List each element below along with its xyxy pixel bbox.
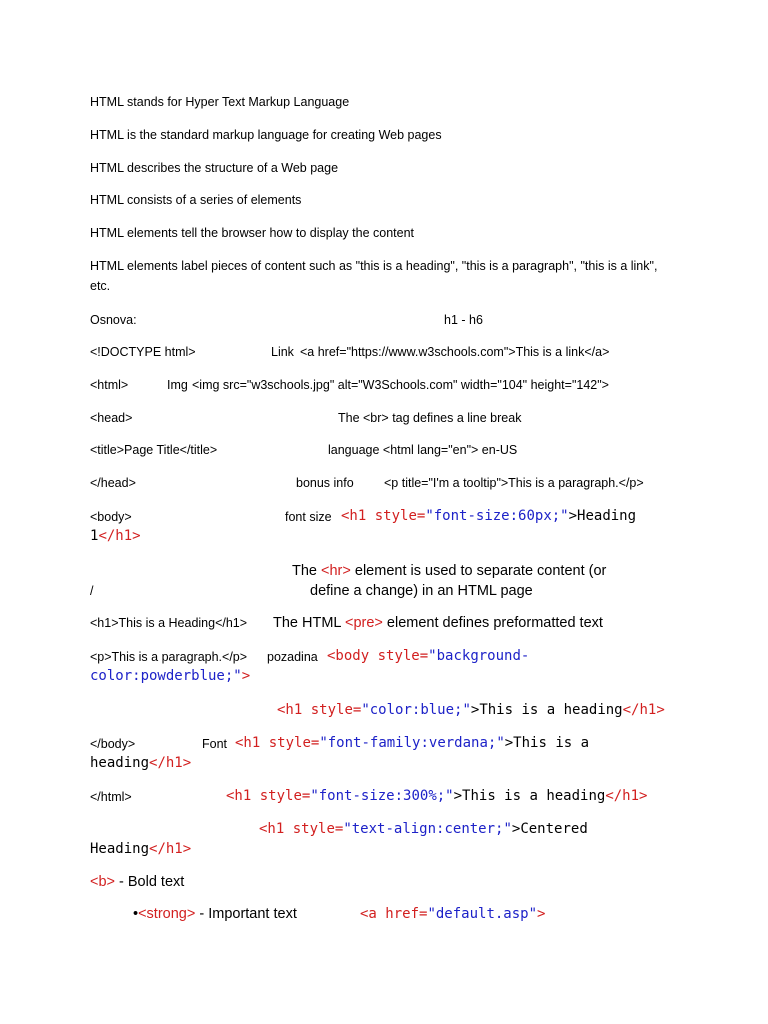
- intro-line: HTML is the standard markup language for creating Web pages: [90, 128, 442, 142]
- font-size-label: font size: [285, 510, 332, 524]
- hr-note: The <hr> element is used to separate content (or: [292, 563, 607, 579]
- intro-line: HTML consists of a series of elements: [90, 193, 302, 207]
- background-code-cont: color:powderblue;">: [90, 668, 251, 684]
- h1-line: <h1>This is a Heading</h1>: [90, 616, 248, 630]
- font-label: Font: [202, 737, 228, 751]
- hr-note-cont: define a change) in an HTML page: [310, 583, 533, 599]
- img-label: Img: [167, 378, 188, 392]
- html-close-line: </html>: [90, 790, 132, 804]
- lang-note: language <html lang="en"> en-US: [328, 443, 518, 457]
- h1-h6-label: h1 - h6: [444, 313, 483, 327]
- osnova-label: Osnova:: [90, 313, 137, 327]
- bonus-label: bonus info: [296, 476, 354, 490]
- intro-line: HTML elements label pieces of content such as "this is a heading", "this is a paragraph", "this is a link",: [90, 259, 658, 273]
- intro-line: HTML stands for Hyper Text Markup Language: [90, 95, 350, 109]
- slash-line: /: [90, 584, 94, 598]
- text-align-code-cont: Heading</h1>: [90, 841, 192, 857]
- color-code: <h1 style="color:blue;">This is a heading</h1>: [277, 702, 665, 718]
- title-line: <title>Page Title</title>: [90, 443, 218, 457]
- body-open-line: <body>: [90, 510, 132, 524]
- pozadina-label: pozadina: [267, 650, 318, 664]
- img-code: <img src="w3schools.jpg" alt="W3Schools.com" width="104" height="142">: [192, 378, 609, 392]
- head-open-line: <head>: [90, 411, 133, 425]
- font-family-code-cont: heading</h1>: [90, 755, 192, 771]
- link-label: Link: [271, 345, 294, 359]
- intro-line: HTML describes the structure of a Web page: [90, 161, 339, 175]
- pre-note: The HTML <pre> element defines preformatted text: [273, 615, 603, 631]
- font-percent-code: <h1 style="font-size:300%;">This is a heading</h1>: [226, 788, 648, 804]
- head-close-line: </head>: [90, 476, 136, 490]
- font-family-code: <h1 style="font-family:verdana;">This is a: [235, 735, 590, 751]
- text-align-code: <h1 style="text-align:center;">Centered: [259, 821, 588, 837]
- font-size-code: <h1 style="font-size:60px;">Heading: [341, 508, 637, 524]
- intro-line: etc.: [90, 279, 111, 293]
- anchor-code: <a href="default.asp">: [360, 906, 546, 922]
- background-code: <body style="background-: [327, 648, 530, 664]
- bonus-code: <p title="I'm a tooltip">This is a paragraph.</p>: [384, 476, 644, 490]
- strong-note: •<strong> - Important text: [133, 906, 297, 922]
- body-close-line: </body>: [90, 737, 136, 751]
- br-note: The <br> tag defines a line break: [338, 411, 522, 425]
- p-line: <p>This is a paragraph.</p>: [90, 650, 248, 664]
- font-size-code-cont: 1</h1>: [90, 528, 141, 544]
- html-open-line: <html>: [90, 378, 129, 392]
- link-code: <a href="https://www.w3schools.com">This is a link</a>: [300, 345, 610, 359]
- intro-line: HTML elements tell the browser how to display the content: [90, 226, 414, 240]
- doctype-line: <!DOCTYPE html>: [90, 345, 196, 359]
- bullet: •: [133, 906, 139, 922]
- bold-note: <b> - Bold text: [90, 874, 185, 890]
